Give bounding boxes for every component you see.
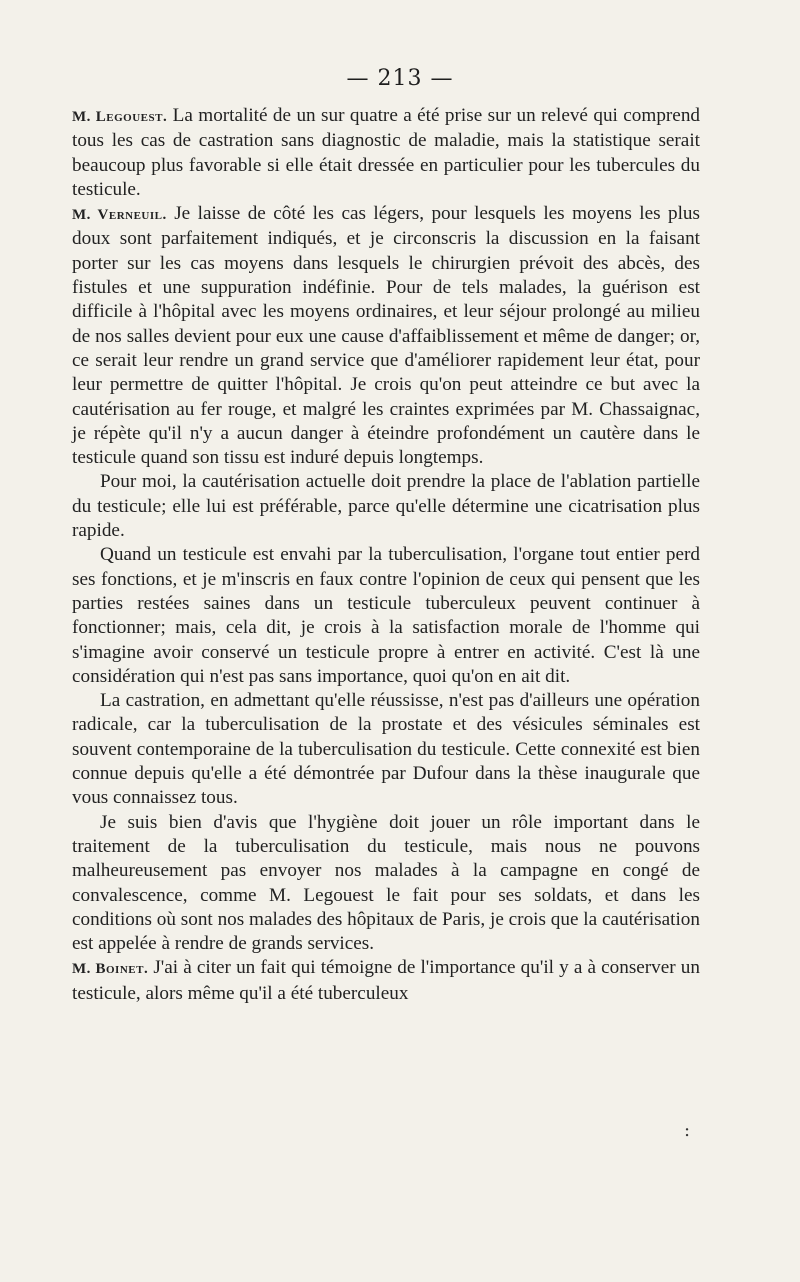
speaker-name: M. Legouest. — [72, 109, 168, 125]
page-number: — 213 — — [346, 66, 454, 91]
speaker-name: M. Verneuil. — [72, 207, 167, 224]
paragraph: La castration, en admettant qu'elle réussisse, n'est pas d'ailleurs une opération radicale, car la tuberculisation de la prostate et des vésicules séminales est souvent contemporaine de la tuberculisation du testicule. Cette connexité est bien connue depuis qu'elle a été démontrée par Dufour dans la thèse inaugurale que vous connaissez tous. — [72, 690, 700, 809]
speaker-name: M. Boinet. — [72, 961, 149, 978]
paragraph-verneuil — [72, 202, 700, 470]
paragraph-text: La mortalité de un sur quatre a été prise sur un relevé qui comprend tous les cas de castration sans diagnostic de maladie, mais la statistique serait beaucoup plus favorable si elle était dressée en particulier pour les tubercules du testicule. — [72, 105, 701, 200]
paragraph-boinet — [72, 956, 700, 1006]
paragraph-legouest — [72, 104, 700, 202]
paragraph: Je suis bien d'avis que l'hygiène doit jouer un rôle important dans le traitement de la tuberculisation du testicule, mais nous ne pouvons malheureusement pas envoyer nos malades à la campagne en congé de convalescence, comme M. Legouest le fait pour ses soldats, et dans les conditions où sont nos malades des hôpitaux de Paris, je crois que la cautérisation est appelée à rendre de grands services. — [72, 811, 700, 955]
paragraph-text: J'ai à citer un fait qui témoigne de l'importance qu'il y a à conserver un testicule, alors même qu'il a été tuberculeux — [72, 957, 700, 1004]
body-text — [72, 104, 700, 1006]
paragraph: Pour moi, la cautérisation actuelle doit prendre la place de l'ablation partielle du testicule; elle lui est préférable, parce qu'elle détermine une cicatrisation plus rapide. — [72, 471, 700, 542]
continuation-mark: : — [684, 1120, 691, 1141]
paragraph: Quand un testicule est envahi par la tuberculisation, l'organe tout entier perd ses fonctions, et je m'inscris en faux contre l'opinion de ceux qui pensent que les parties restées saines dans un testicule tuberculeux peuvent continuer à fonctionner; mais, cela dit, je crois à la satisfaction morale de l'homme qui s'imagine avoir conservé un testicule propre à entrer en activité. C'est là une considération qui n'est pas sans importance, quoi qu'on en ait dit. — [72, 544, 700, 687]
paragraph-text: Je laisse de côté les cas légers, pour lesquels les moyens les plus doux sont parfaitement indiqués, et je circonscris la discussion en la faisant porter sur les cas moyens dans lesquels le chirurgien prévoit des abcès, des fistules et une suppuration indéfinie. Pour de tels malades, la guérison est difficile à l'hôpital avec les moyens ordinaires, et leur séjour prolongé au milieu de nos salles devient pour eux une cause d'affaiblissement et même de danger; or, ce serait leur rendre un grand service que d'améliorer rapidement leur état, pour leur permettre de quitter l'hôpital. Je crois qu'on peut atteindre ce but avec la cautérisation au fer rouge, et malgré les craintes exprimées par M. Chassaignac, je répète qu'il n'y a aucun danger à éteindre profondément un cautère dans le testicule quand son tissu est induré depuis longtemps. — [72, 203, 700, 469]
